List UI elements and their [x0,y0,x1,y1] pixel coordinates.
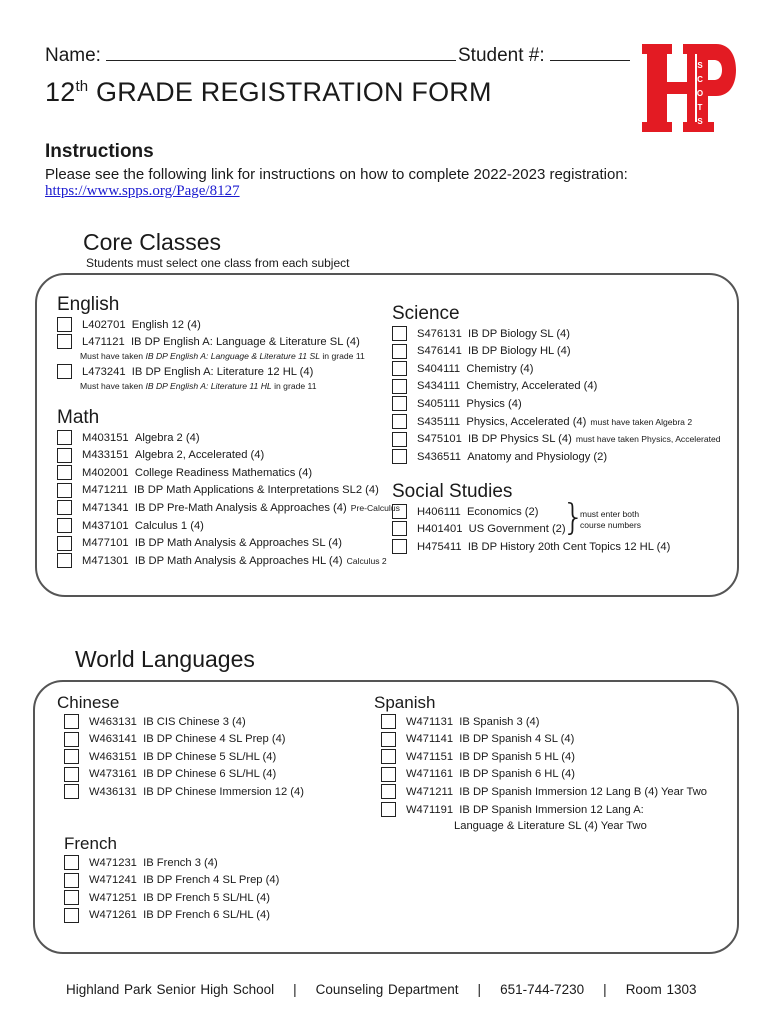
checkbox[interactable] [57,536,72,551]
brace-note: must enter both course numbers [580,509,641,530]
core-classes-subtitle: Students must select one class from each subject [86,256,350,270]
course-option[interactable]: W471191 IB DP Spanish Immersion 12 Lang A: [381,802,648,817]
checkbox[interactable] [392,379,407,394]
svg-text:T: T [697,103,703,112]
checkbox[interactable] [64,767,79,782]
checkbox[interactable] [64,855,79,870]
course-option[interactable]: W471211 IB DP Spanish Immersion 12 Lang B (4) Year Two [381,784,711,799]
course-option[interactable]: H406111 Economics (2) [392,504,538,519]
course-continuation: Language & Literature SL (4) Year Two [454,820,647,832]
school-logo [640,38,738,144]
checkbox[interactable] [381,767,396,782]
checkbox[interactable] [57,483,72,498]
course-option[interactable]: M437101 Calculus 1 (4) [57,518,208,533]
course-note: must have taken Algebra 2 [590,416,693,427]
checkbox[interactable] [64,784,79,799]
course-option[interactable]: L471121 IB DP English A: Language & Literature SL (4) [57,334,360,349]
course-option[interactable]: S405111 Physics (4) [392,396,526,411]
core-classes-title: Core Classes [83,229,222,255]
student-number-input-line[interactable] [550,60,630,61]
prereq-note: Must have taken IB DP English A: Literature 11 HL in grade 11 [80,381,317,391]
svg-text:C: C [697,75,703,84]
checkbox[interactable] [64,873,79,888]
page-title: 12th GRADE REGISTRATION FORM [45,77,492,107]
student-number-field[interactable] [458,45,630,67]
svg-text:S: S [697,117,703,126]
course-option[interactable]: M471341 IB DP Pre-Math Analysis & Approaches (4) Pre-Calculus [57,500,400,515]
checkbox[interactable] [392,504,407,519]
footer-department: Counseling Department [315,982,459,997]
course-option[interactable]: W471231 IB French 3 (4) [64,855,222,870]
checkbox[interactable] [57,448,72,463]
course-option[interactable]: S404111 Chemistry (4) [392,361,538,376]
prereq-note: Must have taken IB DP English A: Language & Literature 11 SL in grade 11 [80,351,365,361]
world-languages-title: World Languages [75,646,255,672]
course-option[interactable]: W473161 IB DP Chinese 6 SL/HL (4) [64,767,280,782]
name-label: Name: [45,45,101,66]
course-option[interactable]: W471251 IB DP French 5 SL/HL (4) [64,890,274,905]
checkbox[interactable] [57,364,72,379]
checkbox[interactable] [57,430,72,445]
social-studies-heading: Social Studies [392,481,513,502]
instructions-heading: Instructions [45,141,154,162]
course-option[interactable]: L402701 English 12 (4) [57,317,201,332]
checkbox[interactable] [381,714,396,729]
checkbox[interactable] [392,344,407,359]
checkbox[interactable] [57,518,72,533]
footer-room: Room 1303 [625,982,697,997]
checkbox[interactable] [392,432,407,447]
course-option[interactable]: L473241 IB DP English A: Literature 12 HL (4) [57,364,313,379]
course-option[interactable]: S476141 IB DP Biology HL (4) [392,344,575,359]
course-note: must have taken Physics, Accelerated [575,434,721,445]
course-option[interactable]: W471261 IB DP French 6 SL/HL (4) [64,908,274,923]
footer: Highland Park Senior High School | Counseling Department | 651-744-7230 | Room 1303 [66,982,697,997]
checkbox[interactable] [64,714,79,729]
checkbox[interactable] [57,465,72,480]
course-note: Pre-Calculus [350,502,400,513]
course-option[interactable]: W471241 IB DP French 4 SL Prep (4) [64,873,283,888]
checkbox[interactable] [57,334,72,349]
course-option[interactable]: M477101 IB DP Math Analysis & Approaches SL (4) [57,536,346,551]
checkbox[interactable] [64,908,79,923]
spanish-heading: Spanish [374,693,436,712]
course-option[interactable]: S475101 IB DP Physics SL (4) must have taken Physics, Accelerated [392,432,721,447]
checkbox[interactable] [392,396,407,411]
checkbox[interactable] [392,521,407,536]
checkbox[interactable] [392,449,407,464]
course-option[interactable]: S436511 Anatomy and Physiology (2) [392,449,611,464]
course-option[interactable]: M402001 College Readiness Mathematics (4) [57,465,316,480]
brace: } [562,497,585,538]
course-option[interactable]: W471161 IB DP Spanish 6 HL (4) [381,767,579,782]
checkbox[interactable] [64,749,79,764]
course-option[interactable]: H401401 US Government (2) [392,521,566,536]
course-note: Calculus 2 [346,555,387,566]
course-option[interactable]: S434111 Chemistry, Accelerated (4) [392,379,601,394]
course-option[interactable]: M471301 IB DP Math Analysis & Approaches HL (4) Calculus 2 [57,553,387,568]
checkbox[interactable] [64,890,79,905]
instructions-text: Please see the following link for instructions on how to complete 2022-2023 registration: [45,166,628,183]
student-number-label: Student #: [458,45,545,66]
english-heading: English [57,294,120,315]
course-option[interactable]: W471151 IB DP Spanish 5 HL (4) [381,749,579,764]
course-option[interactable]: S435111 Physics, Accelerated (4) must have taken Algebra 2 [392,414,692,429]
instructions-link[interactable]: https://www.spps.org/Page/8127 [45,183,240,199]
checkbox[interactable] [381,784,396,799]
french-heading: French [64,834,117,853]
science-heading: Science [392,303,460,324]
course-option[interactable]: W471131 IB Spanish 3 (4) [381,714,544,729]
checkbox[interactable] [64,732,79,747]
course-option[interactable]: W471141 IB DP Spanish 4 SL (4) [381,732,578,747]
checkbox[interactable] [57,317,72,332]
course-option[interactable]: W463151 IB DP Chinese 5 SL/HL (4) [64,749,280,764]
course-option[interactable]: M471211 IB DP Math Applications & Interpretations SL2 (4) [57,483,383,498]
footer-school: Highland Park Senior High School [66,982,275,997]
course-option[interactable]: W463131 IB CIS Chinese 3 (4) [64,714,250,729]
chinese-heading: Chinese [57,693,120,712]
checkbox[interactable] [381,802,396,817]
checkbox[interactable] [392,414,407,429]
footer-phone: 651-744-7230 [500,982,585,997]
checkbox[interactable] [381,749,396,764]
course-option[interactable]: W463141 IB DP Chinese 4 SL Prep (4) [64,732,290,747]
checkbox[interactable] [392,361,407,376]
svg-text:O: O [696,89,704,98]
checkbox[interactable] [381,732,396,747]
math-heading: Math [57,407,100,428]
svg-text:S: S [697,61,703,70]
name-field[interactable] [45,45,456,67]
checkbox[interactable] [392,326,407,341]
checkbox[interactable] [57,500,72,515]
checkbox[interactable] [392,539,407,554]
checkbox[interactable] [57,553,72,568]
course-option[interactable]: M433151 Algebra 2, Accelerated (4) [57,448,268,463]
name-input-line[interactable] [106,60,456,61]
course-option[interactable]: S476131 IB DP Biology SL (4) [392,326,574,341]
course-option[interactable]: M403151 Algebra 2 (4) [57,430,204,445]
course-option[interactable]: W436131 IB DP Chinese Immersion 12 (4) [64,784,308,799]
course-option[interactable]: H475411 IB DP History 20th Cent Topics 12 HL (4) [392,539,670,554]
